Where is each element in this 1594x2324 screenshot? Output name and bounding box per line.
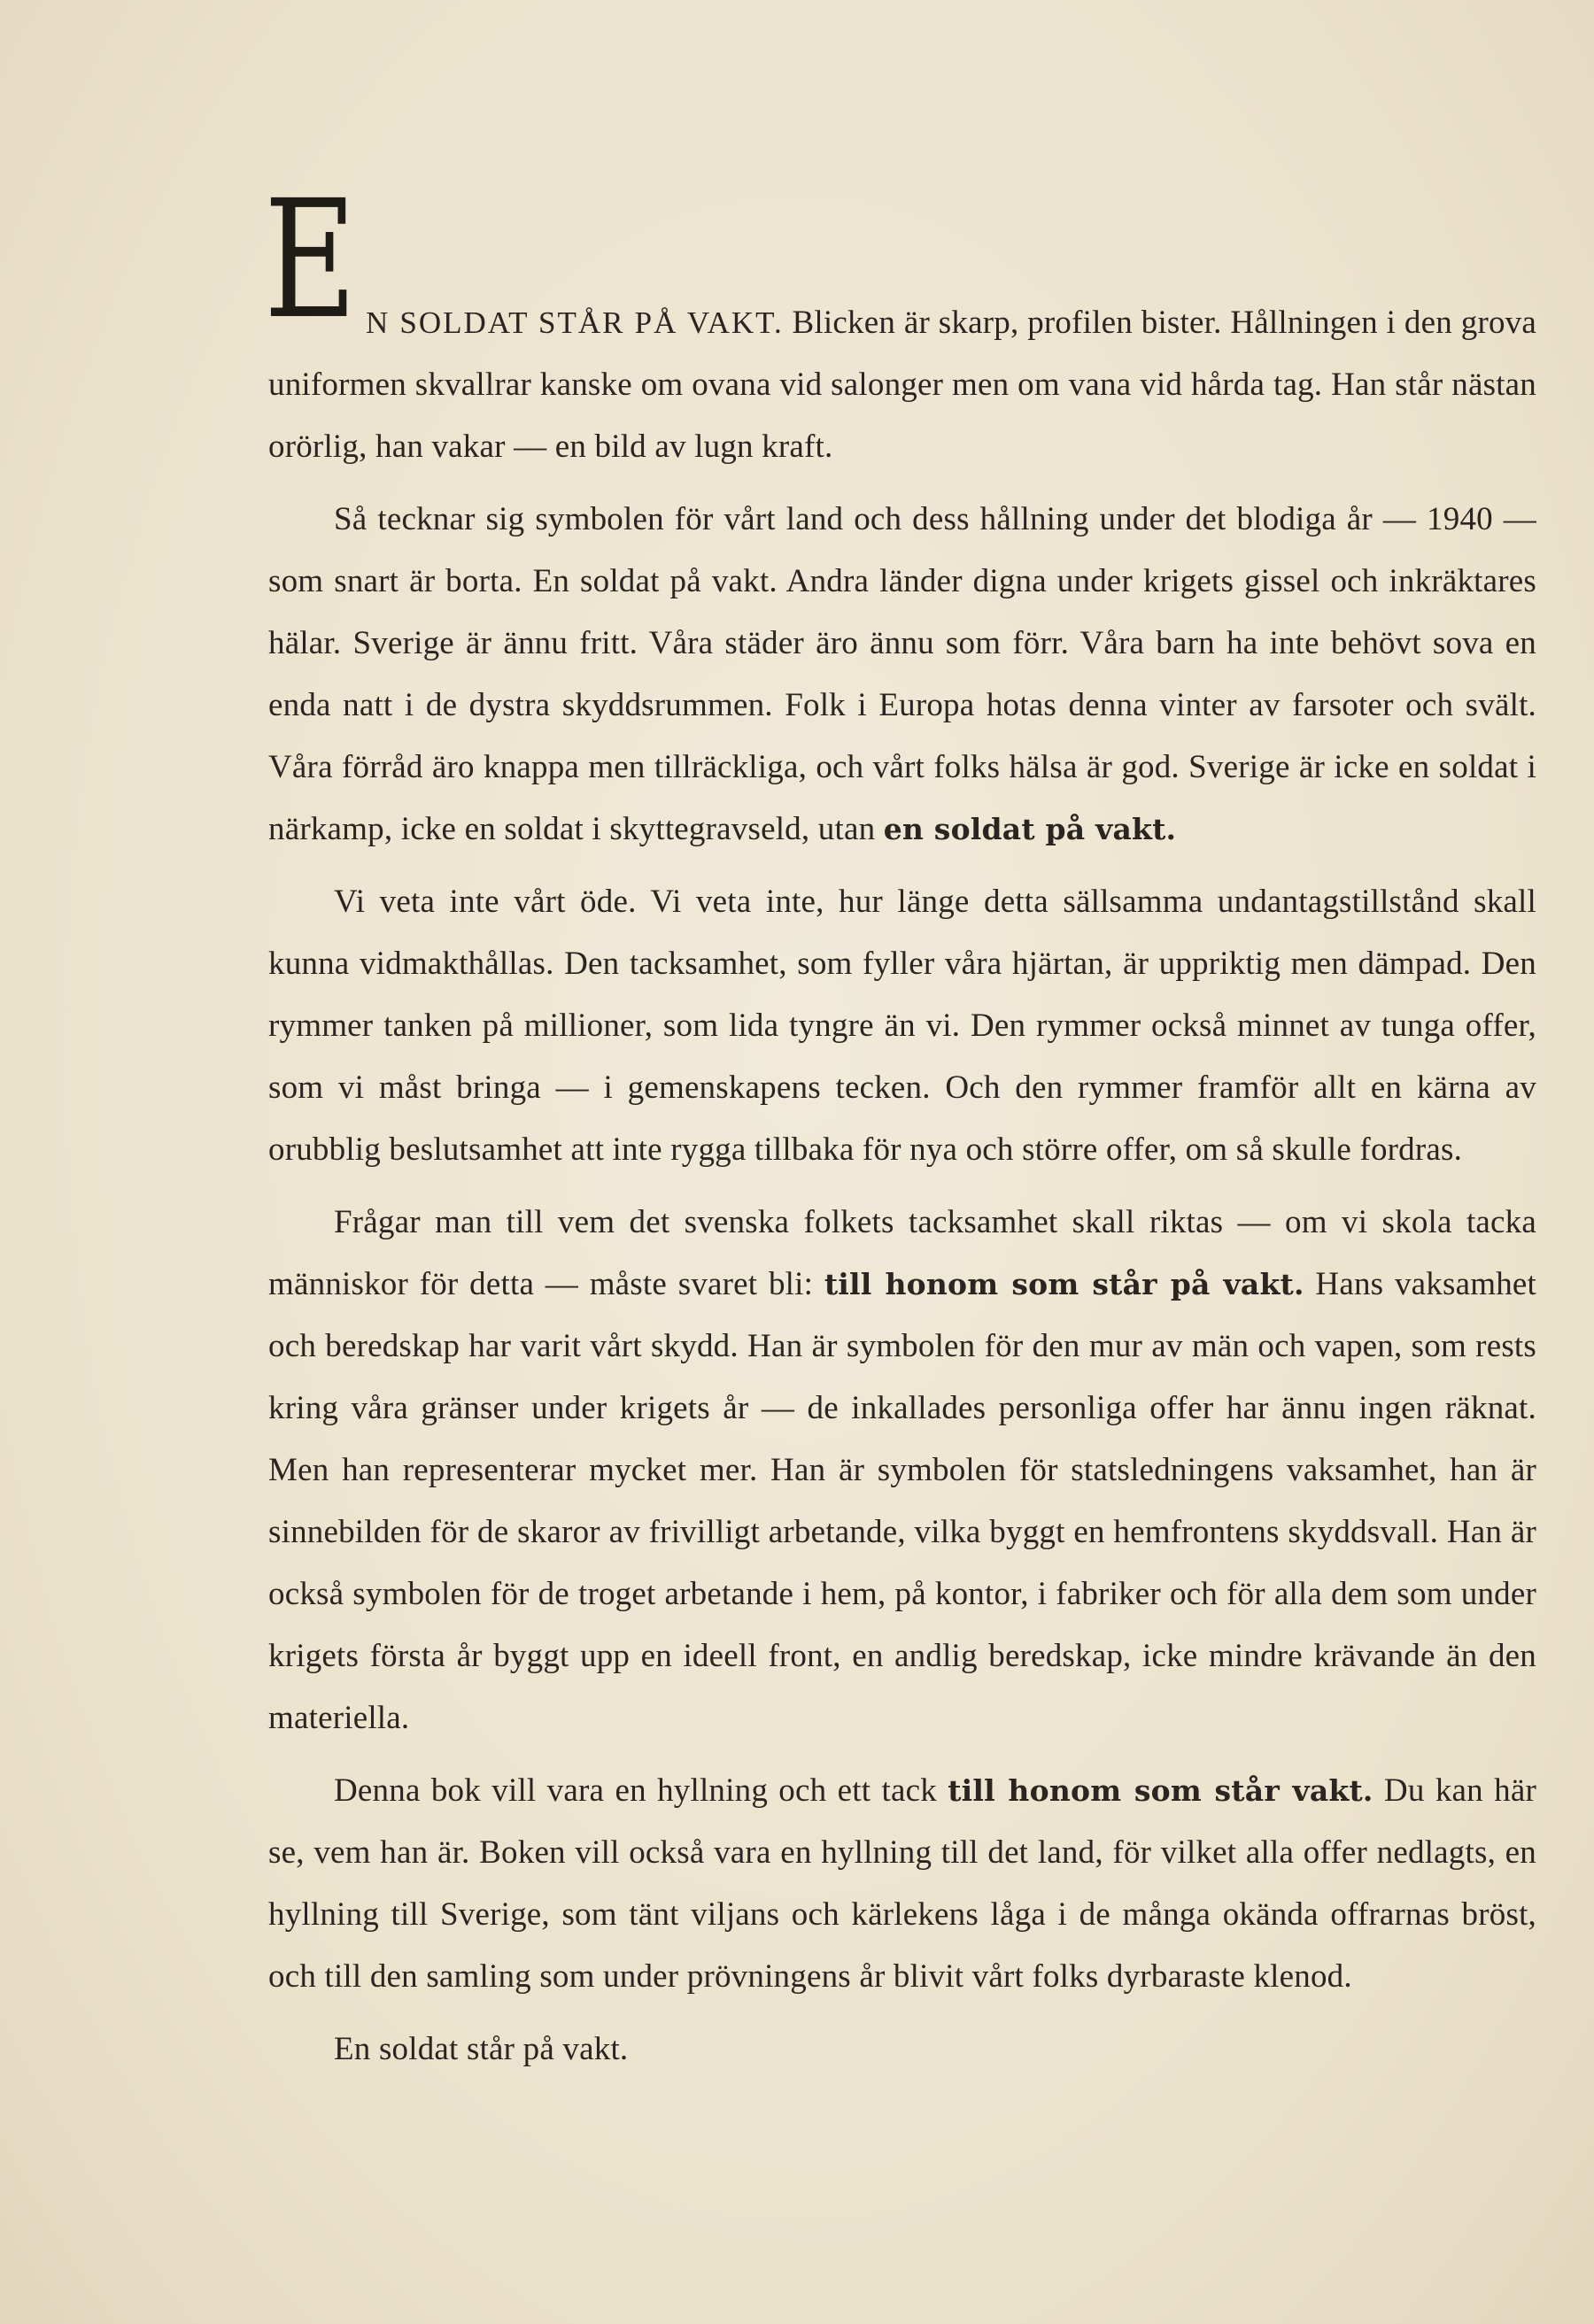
body-text bbox=[268, 292, 1536, 2091]
emphasis-text: till honom som står vakt. bbox=[948, 1773, 1373, 1808]
paragraph-tail: Hans vaksamhet och beredskap har varit vårt skydd. Han är symbolen för den mur av män och vapen, som rests kring våra gränser under krigets år — de inkallades personliga offer har ännu ingen räknat. Men han representerar mycket mer. Han är symbolen för statsledningens vaksamhet, han är sinnebilden för de skaror av frivilligt arbetande, vilka byggt en hemfrontens skyddsvall. Han är också symbolen för de troget arbetande i hem, på kontor, i fabriker och för alla dem som under krigets första år byggt upp en ideell front, en andlig beredskap, icke mindre krävande än den materiella. bbox=[268, 1266, 1536, 1736]
drop-cap: E bbox=[264, 166, 357, 355]
paragraph-text: En soldat står på vakt. bbox=[334, 2031, 629, 2067]
paragraph-text: Denna bok vill vara en hyllning och ett tack bbox=[334, 1772, 948, 1809]
paragraph-text: Vi veta inte vårt öde. Vi veta inte, hur länge detta sällsamma undantagstillstånd skall kunna vidmakthållas. Den tacksamhet, som fyller våra hjärtan, är uppriktig men dämpad. Den rymmer tanken på millioner, som lida tyngre än vi. Den rymmer också minnet av tunga offer, som vi måst bringa — i gemenskapens tecken. Och den rymmer framför allt en kärna av orubblig beslutsamhet att inte rygga tillbaka för nya och större offer, om så skulle fordras. bbox=[268, 884, 1536, 1168]
paragraph-5 bbox=[268, 1760, 1536, 2008]
paragraph-3 bbox=[268, 871, 1536, 1181]
paragraph-tail: Du kan här se, vem han är. Boken vill också vara en hyllning till det land, för vilket alla offer nedlagts, en hyllning till Sverige, som tänt viljans och kärlekens låga i de många okända offrarnas bröst, och till den samling som under prövningens år blivit vårt folks dyrbaraste klenod. bbox=[268, 1772, 1536, 1995]
paragraph-text: Frågar man till vem det svenska folkets tacksamhet skall riktas — om vi skola tacka människor för detta — måste svaret bli: bbox=[268, 1204, 1536, 1302]
emphasis-text: till honom som står på vakt. bbox=[824, 1267, 1304, 1301]
paragraph-2 bbox=[268, 489, 1536, 861]
paragraph-text: Så tecknar sig symbolen för vårt land och dess hållning under det blodiga år — 1940 — som snart är borta. En soldat på vakt. Andra länder digna under krigets gissel och inkräktares hälar. Sverige är ännu fritt. Våra städer äro ännu som förr. Våra barn ha inte behövt sova en enda natt i de dystra skyddsrummen. Folk i Europa hotas denna vinter av farsoter och svält. Våra förråd äro knappa men tillräckliga, och vårt folks hälsa är god. Sverige är icke en soldat i närkamp, icke en soldat i skyttegravseld, utan bbox=[268, 501, 1536, 847]
paragraph-6 bbox=[268, 2019, 1536, 2081]
paragraph-text: Blicken är skarp, profilen bister. Hållningen i den grova uniformen skvallrar kanske om ovana vid salonger men om vana vid hårda tag. Han står nästan orörlig, han vakar — en bild av lugn kraft. bbox=[268, 305, 1536, 465]
emphasis-text: en soldat på vakt. bbox=[883, 812, 1177, 846]
paragraph-4 bbox=[268, 1192, 1536, 1749]
opening-caps: N SOLDAT STÅR PÅ VAKT. bbox=[366, 305, 784, 340]
paragraph-1 bbox=[268, 292, 1536, 478]
